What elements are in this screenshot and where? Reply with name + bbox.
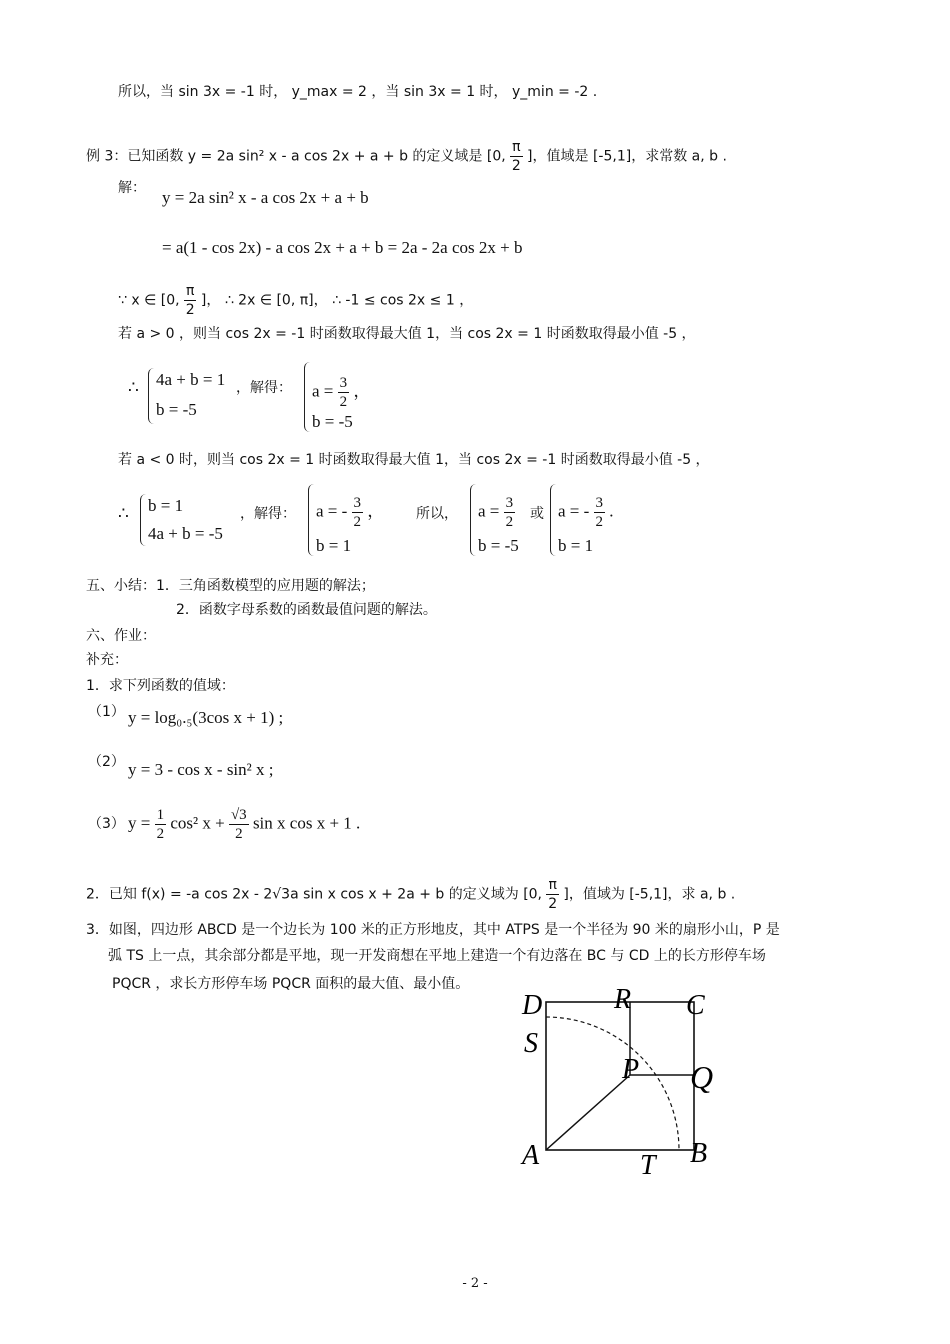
q1-1-label: （1） (88, 704, 125, 720)
frac-num: π (548, 877, 557, 893)
sol3-text-b: ]， ∴ 2x ∈ [0, π]， ∴ -1 ≤ cos 2x ≤ 1 ， (200, 292, 474, 309)
label-s: S (524, 1028, 538, 1059)
sys1-result-a (312, 374, 370, 411)
ex3-text-b: ]，值域是 [-5,1]，求常数 a, b . (527, 148, 727, 165)
sys2-solve-label: ，解得： (240, 506, 296, 522)
case-a-positive: 若 a > 0 ，则当 cos 2x = -1 时函数取得最大值 1，当 cos 2x = 1 时函数取得最小值 -5 ， (118, 326, 696, 342)
fraction-1-2 (155, 806, 167, 843)
frac-num: π (512, 139, 521, 155)
fraction-sqrt3-2 (229, 806, 249, 843)
question-3-line-1: 3．如图，四边形 ABCD 是一个边长为 100 米的正方形地皮，其中 ATPS 是一个半径为 90 米的扇形小山，P 是 (86, 922, 780, 938)
case-a-negative: 若 a < 0 时，则当 cos 2x = 1 时函数取得最大值 1，当 cos 2x = -1 时函数取得最小值 -5 ， (118, 452, 710, 468)
solution-step-3 (118, 282, 473, 319)
ex3-pi-over-2 (510, 138, 522, 175)
frac-den: 2 (353, 514, 362, 530)
therefore-1: ∴ (128, 378, 139, 397)
q1-2-label: （2） (88, 754, 125, 770)
frac-den: 2 (339, 394, 348, 410)
sys1-solve-label: ，解得： (236, 380, 292, 396)
label-q: Q (690, 1059, 714, 1095)
q1-3-text-c: sin x cos x + 1 . (252, 813, 361, 833)
frac-den: 2 (595, 514, 604, 530)
label-a: A (522, 1140, 540, 1171)
q2-pi-over-2 (546, 876, 558, 913)
comma: ， (367, 501, 385, 521)
sys1-result-b: b = -5 (312, 412, 353, 431)
question-1: 1．求下列函数的值域： (86, 678, 235, 694)
square-sector-figure (518, 980, 728, 1180)
answer2-a-text: a = - (558, 501, 590, 521)
sector-arc-ts (546, 1017, 679, 1150)
supplement-heading: 补充： (86, 652, 128, 668)
sol3-text-a: ∵ x ∈ [0, (118, 292, 180, 309)
conclusion-line: 所以，当 sin 3x = -1 时， y_max = 2 ，当 sin 3x = 1 时， y_min = -2 . (118, 84, 598, 100)
comma: ， (353, 381, 371, 401)
question-3-line-2: 弧 TS 上一点，其余部分都是平地，现一开发商想在平地上建造一个有边落在 BC 与 CD 上的长方形停车场 (108, 948, 766, 964)
label-d: D (522, 990, 543, 1021)
question-2 (86, 876, 735, 913)
therefore-2: ∴ (118, 504, 129, 523)
example-3-statement (86, 138, 727, 175)
q1-3-label: （3） (88, 816, 125, 832)
answer1-a (478, 494, 515, 531)
q1-3-text-b: cos² x + (170, 813, 225, 833)
frac-num: 3 (595, 495, 604, 511)
q1-3-text-a: y = (128, 813, 151, 833)
answer2-a (558, 494, 614, 531)
frac-den: 2 (156, 826, 165, 842)
frac-num: 3 (505, 495, 514, 511)
answer2-b: b = 1 (558, 536, 594, 555)
frac-den: 2 (235, 826, 243, 842)
frac-num: π (186, 283, 195, 299)
brace-sys1 (148, 368, 155, 424)
sys2-eq1: b = 1 (148, 496, 184, 515)
sys2-result-b: b = 1 (316, 536, 352, 555)
frac-num: 1 (156, 807, 165, 823)
frac-num: 3 (353, 495, 362, 511)
frac-den: 2 (185, 302, 195, 318)
fraction-3-2 (504, 494, 516, 531)
solution-step-2: = a(1 - cos 2x) - a cos 2x + a + b = 2a - 2a cos 2x + b (162, 238, 523, 257)
square-abcd (546, 1002, 694, 1150)
label-p: P (622, 1054, 640, 1085)
brace-sys2-result (308, 484, 315, 556)
solution-step-1: y = 2a sin² x - a cos 2x + a + b (162, 188, 369, 207)
so-label: 所以， (416, 506, 458, 522)
homework-heading: 六、作业： (86, 628, 156, 644)
q2-text-b: ]，值域为 [-5,1]，求 a, b . (563, 886, 736, 903)
frac-den: 2 (548, 896, 558, 912)
label-t: T (640, 1150, 656, 1180)
label-r: R (614, 984, 632, 1015)
page-number: - 2 - (462, 1276, 488, 1291)
frac-den: 2 (505, 514, 514, 530)
label-b: B (690, 1138, 708, 1169)
q1-3-expr (128, 806, 360, 843)
sol3-pi-over-2 (184, 282, 196, 319)
fraction-3-2 (338, 374, 350, 411)
frac-num: 3 (339, 375, 348, 391)
brace-answer-2 (550, 484, 557, 556)
solution-label: 解： (118, 180, 146, 196)
sys1-eq1: 4a + b = 1 (156, 370, 226, 389)
fraction-3-2 (594, 494, 606, 531)
brace-sys2 (140, 494, 147, 546)
brace-sys1-result (304, 362, 311, 432)
answer1-b: b = -5 (478, 536, 519, 555)
sys2-result-a (316, 494, 384, 531)
brace-answer-1 (470, 484, 477, 556)
frac-den: 2 (511, 158, 521, 174)
sys2-eq2: 4a + b = -5 (148, 524, 223, 543)
question-3-line-3: PQCR ，求长方形停车场 PQCR 面积的最大值、最小值。 (112, 976, 470, 992)
q1-1-expr: y = log₀.₅(3cos x + 1) ; (128, 708, 284, 727)
ex3-text-a: 例 3：已知函数 y = 2a sin² x - a cos 2x + a + b 的定义域是 [0, (86, 148, 506, 165)
or-label: 或 (530, 506, 544, 522)
summary-line-2: 2．函数字母系数的函数最值问题的解法。 (176, 602, 437, 618)
period: . (609, 501, 614, 521)
summary-line-1: 五、小结：1．三角函数模型的应用题的解法； (86, 578, 375, 594)
q1-2-expr: y = 3 - cos x - sin² x ; (128, 760, 274, 779)
fraction-3-2 (352, 494, 364, 531)
answer1-a-text: a = (478, 501, 500, 521)
q2-text-a: 2．已知 f(x) = -a cos 2x - 2√3a sin x cos x + 2a + b 的定义域为 [0, (86, 886, 543, 903)
frac-num: √3 (230, 807, 247, 823)
sys1-eq2: b = -5 (156, 400, 197, 419)
result-a-text: a = - (316, 501, 348, 521)
result-a-text: a = (312, 381, 334, 401)
label-c: C (686, 990, 705, 1021)
segment-ap (546, 1075, 630, 1150)
